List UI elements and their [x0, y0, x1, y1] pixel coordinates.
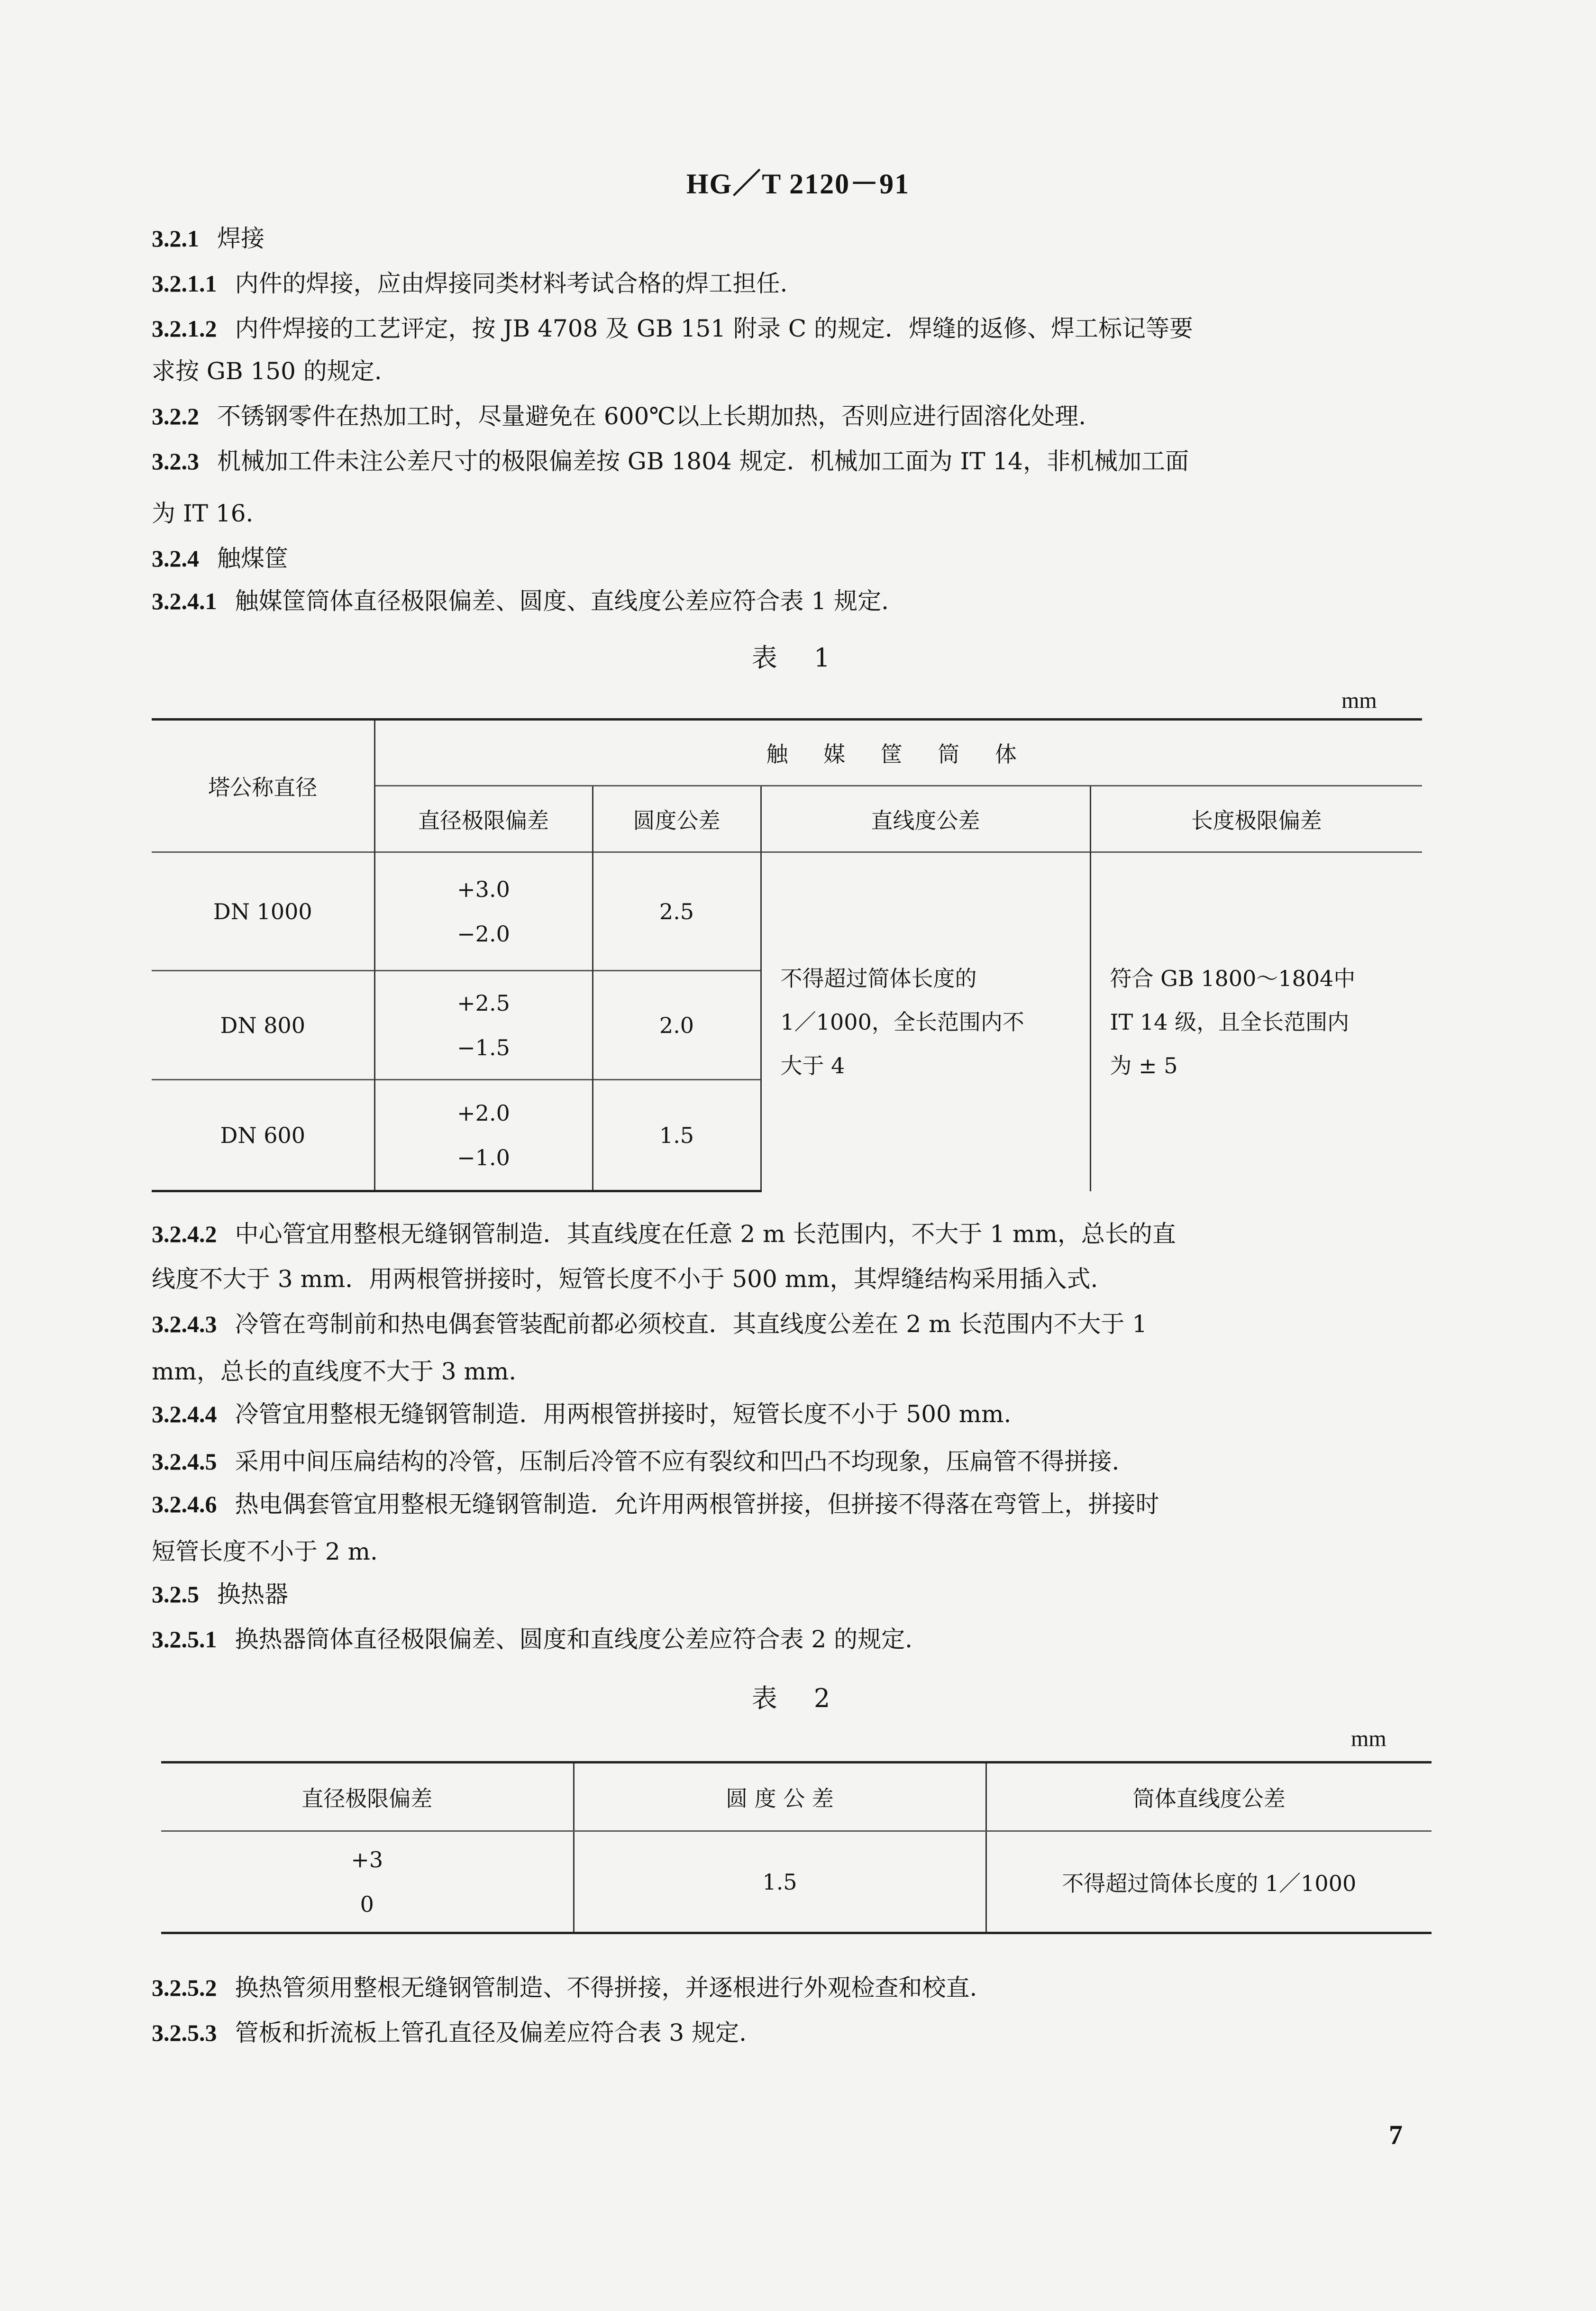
table1-header-length-deviation: 长度极限偏差	[1090, 786, 1422, 852]
table2-straightness: 不得超过筒体长度的 1／1000	[986, 1831, 1432, 1933]
table1-dn: DN 600	[152, 1080, 374, 1191]
clause-3-2-4-4: 3.2.4.4 冷管宜用整根无缝钢管制造．用两根管拼接时，短管长度不小于 500 mm.	[152, 1400, 1012, 1428]
table1-header-straightness: 直线度公差	[761, 786, 1090, 852]
table1-header-group: 触 媒 筐 筒 体	[374, 720, 1422, 786]
clause-3-2-2: 3.2.2 不锈钢零件在热加工时，尽量避免在 600℃以上长期加热，否则应进行固溶化处理.	[152, 402, 1086, 430]
table1-header-diameter-deviation: 直径极限偏差	[374, 786, 593, 852]
table2-header-diameter-deviation: 直径极限偏差	[161, 1763, 574, 1831]
table1-dn: DN 800	[152, 971, 374, 1080]
clause-3-2-5: 3.2.5 换热器	[152, 1580, 288, 1608]
clause-3-2-4-3-cont: mm，总长的直线度不大于 3 mm.	[152, 1358, 517, 1385]
clause-3-2-1-1: 3.2.1.1 内件的焊接，应由焊接同类材料考试合格的焊工担任.	[152, 270, 788, 297]
table1-header-roundness: 圆度公差	[593, 786, 761, 852]
clause-3-2-4-1: 3.2.4.1 触媒筐筒体直径极限偏差、圆度、直线度公差应符合表 1 规定.	[152, 587, 889, 615]
clause-3-2-3-cont: 为 IT 16.	[152, 500, 254, 527]
table2-deviation: +3 0	[161, 1831, 574, 1933]
clause-3-2-4-3: 3.2.4.3 冷管在弯制前和热电偶套管装配前都必须校直．其直线度公差在 2 m 长范围内不大于 1	[152, 1310, 1148, 1338]
clause-3-2-5-1: 3.2.5.1 换热器筒体直径极限偏差、圆度和直线度公差应符合表 2 的规定.	[152, 1626, 912, 1653]
table2-caption: 表 2	[751, 1683, 845, 1713]
table1-deviation: +3.0 −2.0	[374, 852, 593, 971]
clause-3-2-4-2-cont: 线度不大于 3 mm．用两根管拼接时，短管长度不小于 500 mm，其焊缝结构采用插入式.	[152, 1265, 1098, 1293]
table2-roundness: 1.5	[574, 1831, 986, 1933]
table1-dn: DN 1000	[152, 852, 374, 971]
clause-3-2-1-2: 3.2.1.2 内件焊接的工艺评定，按 JB 4708 及 GB 151 附录 C 的规定．焊缝的返修、焊工标记等要	[152, 315, 1194, 342]
table2-header-roundness: 圆 度 公 差	[574, 1763, 986, 1831]
clause-3-2-4: 3.2.4 触煤筐	[152, 545, 288, 572]
table2-header-straightness: 筒体直线度公差	[986, 1763, 1432, 1831]
table1-deviation: +2.5 −1.5	[374, 971, 593, 1080]
table-row	[161, 1831, 1432, 1933]
table2	[161, 1761, 1432, 1934]
table1-roundness: 2.0	[593, 971, 761, 1080]
table1-deviation: +2.0 −1.0	[374, 1080, 593, 1191]
table1-straightness-cell: 不得超过简体长度的 1／1000，全长范围内不 大于 4	[761, 852, 1090, 1191]
clause-3-2-1: 3.2.1 焊接	[152, 225, 264, 252]
table-row	[152, 852, 1422, 971]
clause-3-2-1-2-cont: 求按 GB 150 的规定.	[152, 357, 382, 385]
clause-3-2-5-3: 3.2.5.3 管板和折流板上管孔直径及偏差应符合表 3 规定.	[152, 2019, 747, 2046]
clause-3-2-3: 3.2.3 机械加工件未注公差尺寸的极限偏差按 GB 1804 规定．机械加工面为 IT 14，非机械加工面	[152, 448, 1189, 475]
clause-3-2-5-2: 3.2.5.2 换热管须用整根无缝钢管制造、不得拼接，并逐根进行外观检查和校直.	[152, 1974, 977, 2001]
page-number: 7	[1389, 2119, 1403, 2150]
clause-3-2-4-5: 3.2.4.5 采用中间压扁结构的冷管，压制后冷管不应有裂纹和凹凸不均现象，压扁管不得拼接.	[152, 1448, 1120, 1475]
table1	[152, 718, 1422, 1192]
page-header: HG／T 2120－91	[686, 168, 910, 200]
table1-unit: mm	[1341, 688, 1377, 713]
table1-roundness: 1.5	[593, 1080, 761, 1191]
table1-header-nominal-diameter: 塔公称直径	[152, 720, 374, 852]
table1-roundness: 2.5	[593, 852, 761, 971]
table1-caption: 表 1	[751, 643, 845, 673]
clause-3-2-4-2: 3.2.4.2 中心管宜用整根无缝钢管制造．其直线度在任意 2 m 长范围内，不大于 1 mm，总长的直	[152, 1220, 1176, 1248]
clause-3-2-4-6-cont: 短管长度不小于 2 m.	[152, 1538, 378, 1565]
table2-unit: mm	[1351, 1726, 1386, 1751]
clause-3-2-4-6: 3.2.4.6 热电偶套管宜用整根无缝钢管制造．允许用两根管拼接，但拼接不得落在弯管上，拼接时	[152, 1490, 1159, 1518]
table1-length-cell: 符合 GB 1800～1804中 IT 14 级，且全长范围内 为 ± 5	[1090, 852, 1422, 1191]
